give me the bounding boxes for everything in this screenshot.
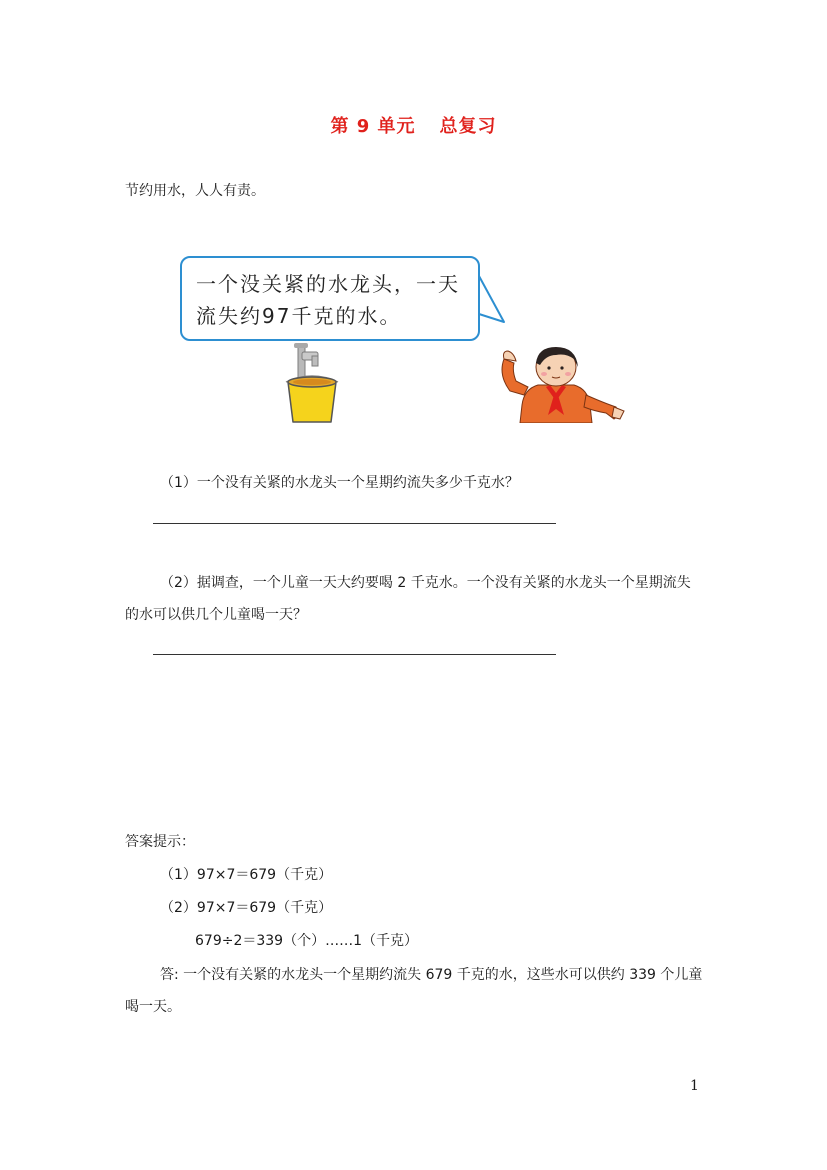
question-2-line-1: （2）据调查，一个儿童一天大约要喝 2 千克水。一个没有关紧的水龙头一个星期流失 (160, 575, 691, 591)
bubble-line-1: 一个没关紧的水龙头，一天 (196, 272, 460, 296)
answer-1: （1）97×7＝679（千克） (160, 867, 333, 883)
answer-line-1[interactable] (153, 523, 556, 524)
unit-name: 总复习 (439, 116, 497, 137)
answer-2-step-2: 679÷2＝339（个）……1（千克） (195, 933, 418, 949)
speech-bubble (180, 256, 480, 341)
question-1: （1）一个没有关紧的水龙头一个星期约流失多少千克水？ (160, 475, 519, 491)
bubble-line-2: 流失约97千克的水。 (196, 304, 402, 328)
page-title (0, 112, 827, 138)
answer-2-conclusion-line-2: 喝一天。 (125, 999, 181, 1015)
boy-icon (502, 347, 624, 423)
intro-text: 节约用水，人人有责。 (125, 183, 265, 199)
unit-label: 第 9 单元 (330, 116, 416, 137)
question-2-line-2: 的水可以供几个儿童喝一天？ (125, 607, 307, 623)
page-number: 1 (690, 1078, 699, 1094)
bucket-icon (286, 376, 338, 422)
answer-heading: 答案提示： (125, 834, 195, 850)
boy-illustration (496, 345, 626, 423)
answer-2-conclusion-line-1: 答: 一个没有关紧的水龙头一个星期约流失 679 千克的水，这些水可以供约 339 个儿童 (160, 967, 703, 983)
faucet-icon (294, 343, 318, 380)
answer-line-2[interactable] (153, 654, 556, 655)
answer-2-step-1: （2）97×7＝679（千克） (160, 900, 333, 916)
faucet-bucket-illustration (282, 342, 342, 426)
